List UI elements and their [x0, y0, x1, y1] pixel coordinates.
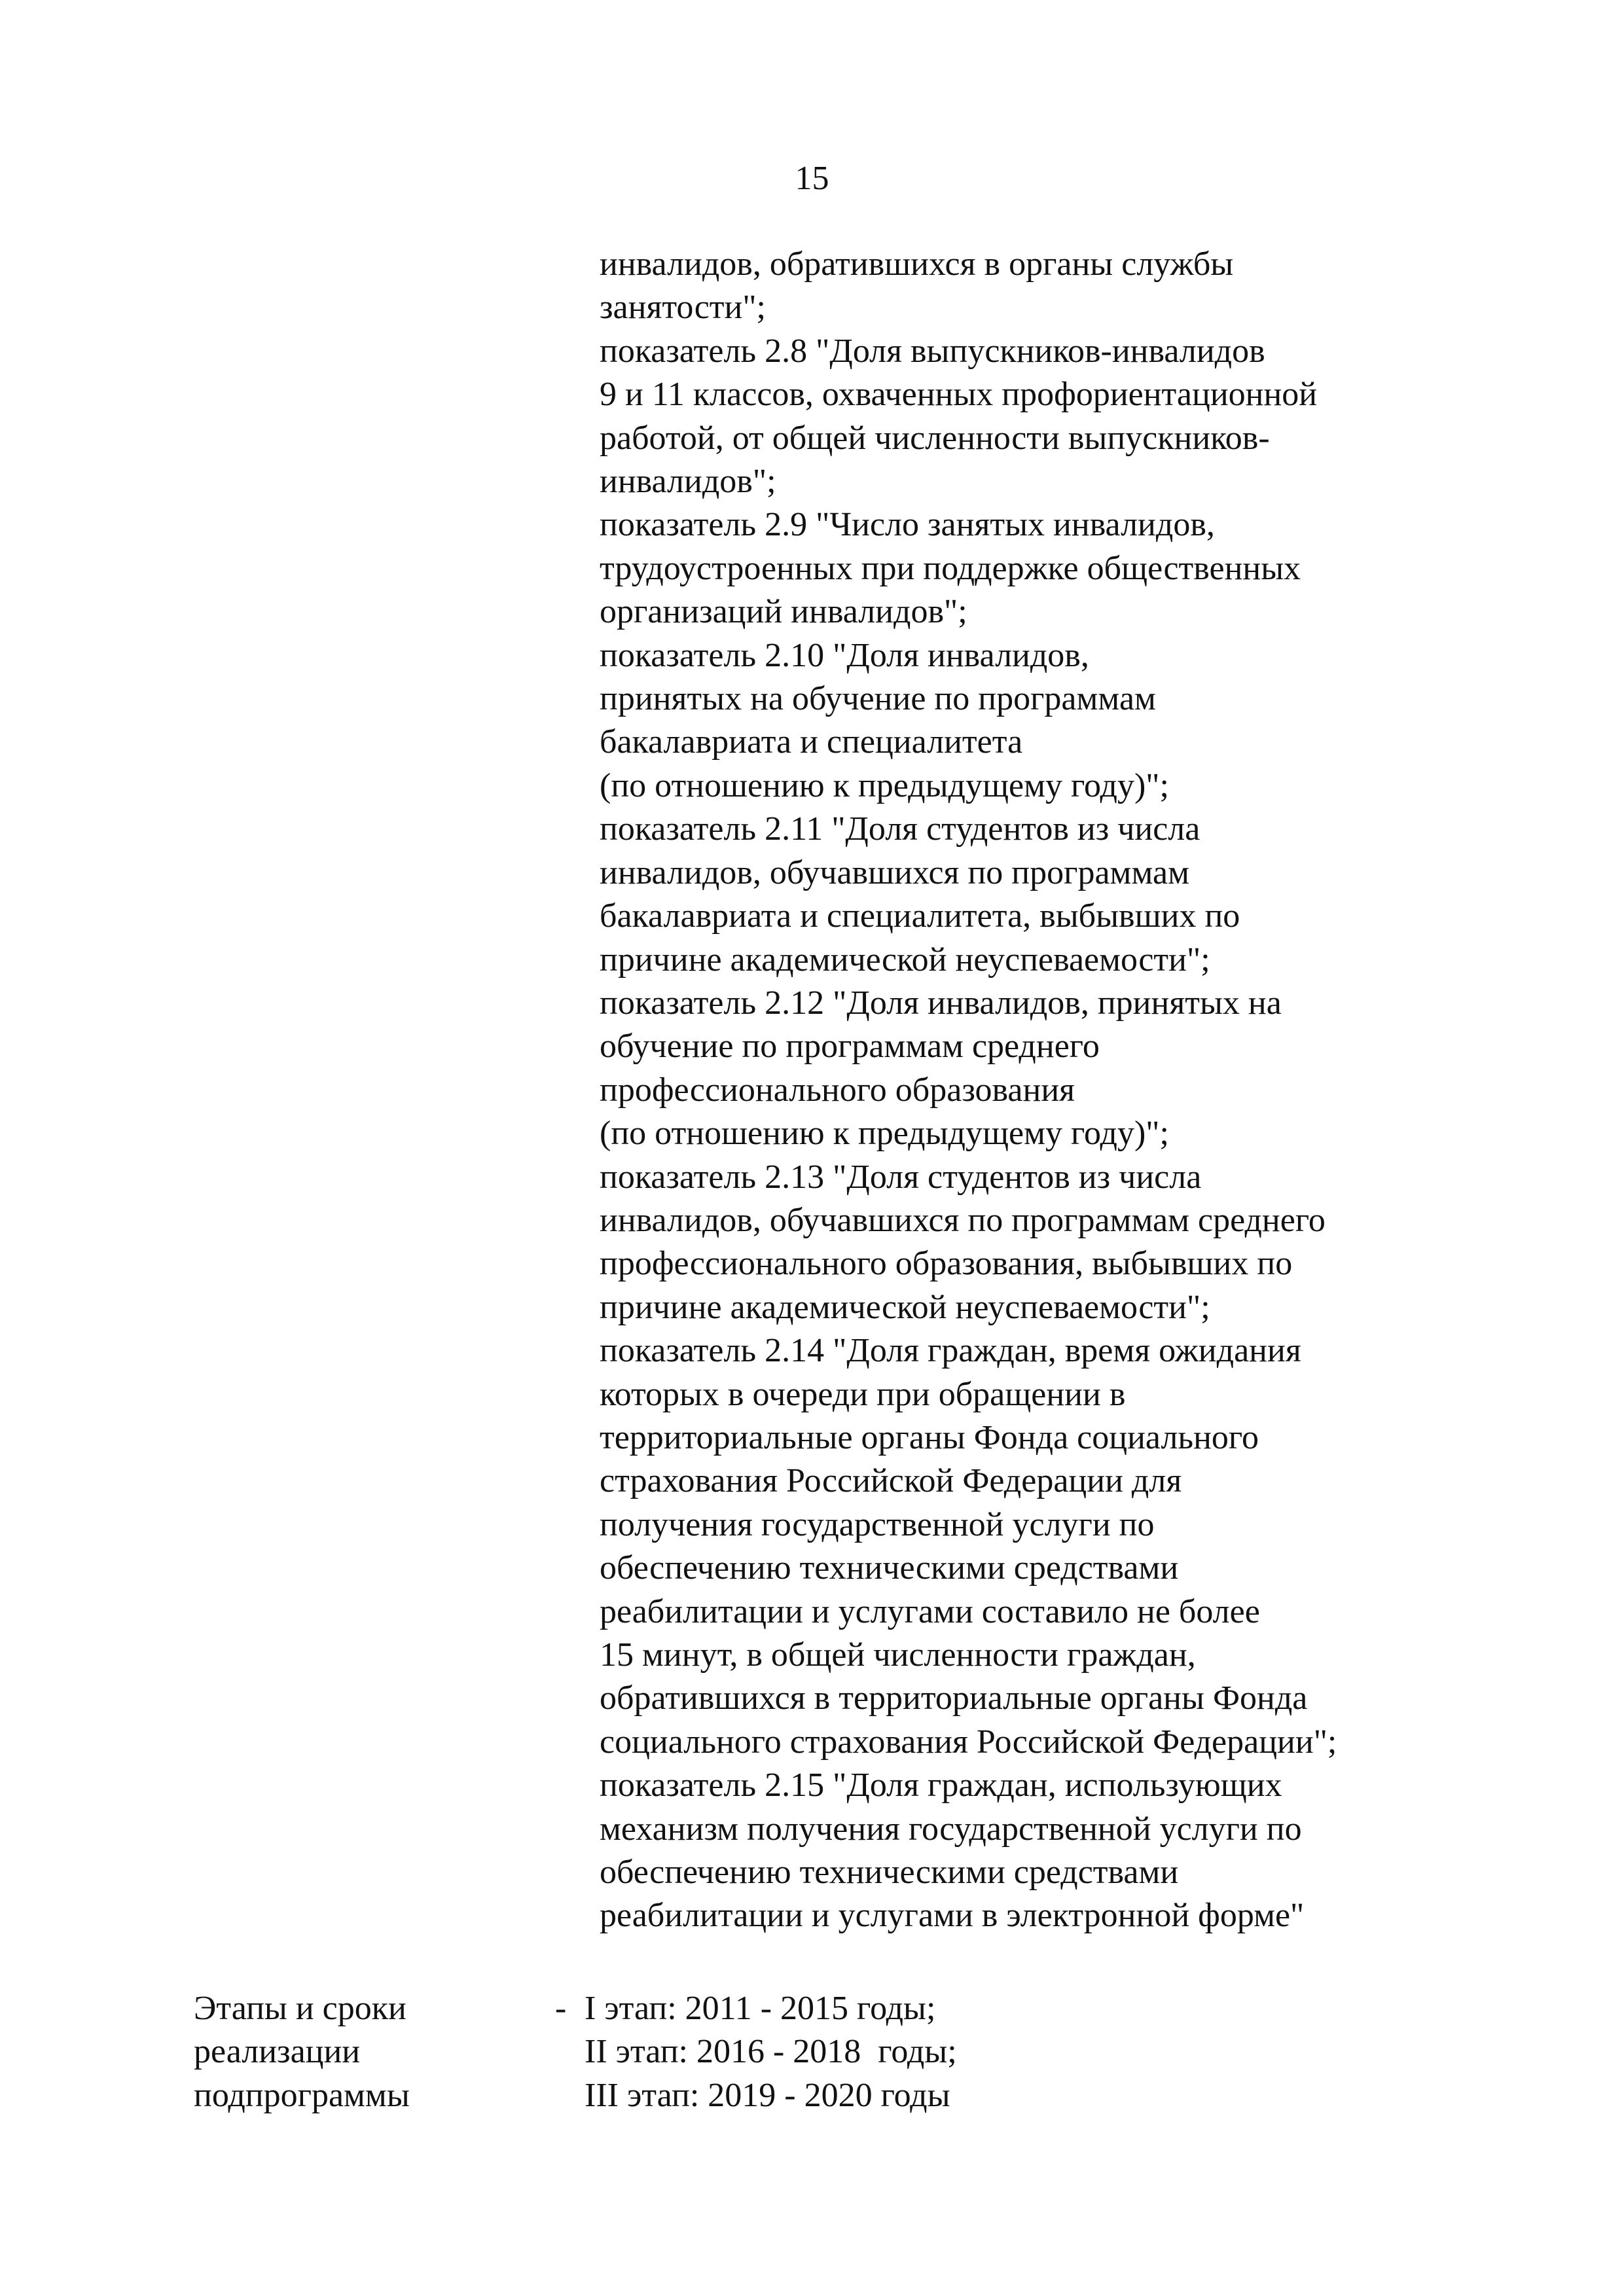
indicator-line: показатель 2.15 "Доля граждан, использующих: [600, 1767, 1282, 1804]
indicator-line: показатель 2.9 "Число занятых инвалидов,: [600, 506, 1215, 544]
indicator-line: получения государственной услуги по: [600, 1505, 1155, 1543]
indicator-line: (по отношению к предыдущему году)";: [600, 1115, 1169, 1153]
stages-label-line: подпрограммы: [194, 2076, 410, 2114]
indicator-line: 15 минут, в общей численности граждан,: [600, 1636, 1196, 1674]
indicator-line: бакалавриата и специалитета, выбывших по: [600, 897, 1240, 935]
indicator-line: обратившихся в территориальные органы Фонда: [600, 1679, 1308, 1717]
stage-line: III этап: 2019 - 2020 годы: [585, 2076, 950, 2114]
indicator-line: показатель 2.8 "Доля выпускников-инвалидов: [600, 332, 1265, 370]
indicator-line: обеспечению техническими средствами: [600, 1854, 1179, 1892]
indicator-line: причине академической неуспеваемости";: [600, 1288, 1210, 1326]
indicator-line: инвалидов, обучавшихся по программам: [600, 853, 1189, 891]
stages-label: [194, 1987, 534, 2117]
stage-line: I этап: 2011 - 2015 годы;: [585, 1990, 936, 2027]
page-number: 15: [795, 160, 829, 197]
indicator-line: принятых на обучение по программам: [600, 680, 1156, 718]
stages-label-line: реализации: [194, 2033, 361, 2071]
stage-line: II этап: 2016 - 2018 годы;: [585, 2033, 957, 2071]
indicator-line: показатель 2.11 "Доля студентов из числа: [600, 810, 1200, 848]
stages-list: [585, 1987, 1435, 2117]
indicator-line: реабилитации и услугами составило не более: [600, 1592, 1260, 1630]
indicators-text-block: [600, 243, 1509, 1938]
indicator-line: которых в очереди при обращении в: [600, 1375, 1126, 1413]
indicator-line: профессионального образования: [600, 1071, 1075, 1109]
indicator-line: механизм получения государственной услуги по: [600, 1810, 1302, 1848]
indicator-line: обеспечению техническими средствами: [600, 1549, 1179, 1587]
indicator-line: инвалидов, обучавшихся по программам среднего: [600, 1201, 1326, 1239]
stages-label-line: Этапы и сроки: [194, 1990, 406, 2027]
indicator-line: организаций инвалидов";: [600, 593, 967, 631]
indicator-line: инвалидов";: [600, 463, 776, 501]
indicator-line: показатель 2.14 "Доля граждан, время ожидания: [600, 1332, 1301, 1370]
indicator-line: бакалавриата и специалитета: [600, 723, 1023, 761]
indicator-line: показатель 2.10 "Доля инвалидов,: [600, 636, 1089, 674]
indicator-line: показатель 2.12 "Доля инвалидов, принятых на: [600, 984, 1282, 1022]
indicator-line: реабилитации и услугами в электронной форме": [600, 1897, 1305, 1935]
indicator-line: работой, от общей численности выпускников-: [600, 419, 1270, 457]
indicator-line: социального страхования Российской Федерации";: [600, 1723, 1337, 1761]
indicator-line: (по отношению к предыдущему году)";: [600, 766, 1169, 804]
indicator-line: 9 и 11 классов, охваченных профориентационной: [600, 376, 1318, 414]
indicator-line: занятости";: [600, 289, 767, 327]
indicator-line: профессионального образования, выбывших по: [600, 1245, 1293, 1283]
indicator-line: территориальные органы Фонда социального: [600, 1418, 1259, 1456]
indicator-line: страхования Российской Федерации для: [600, 1462, 1182, 1500]
indicator-line: показатель 2.13 "Доля студентов из числа: [600, 1158, 1202, 1196]
stages-dash: -: [555, 1990, 567, 2027]
indicator-line: обучение по программам среднего: [600, 1028, 1100, 1066]
indicator-line: причине академической неуспеваемости";: [600, 941, 1210, 978]
indicator-line: инвалидов, обратившихся в органы службы: [600, 245, 1234, 283]
indicator-line: трудоустроенных при поддержке общественных: [600, 549, 1301, 587]
